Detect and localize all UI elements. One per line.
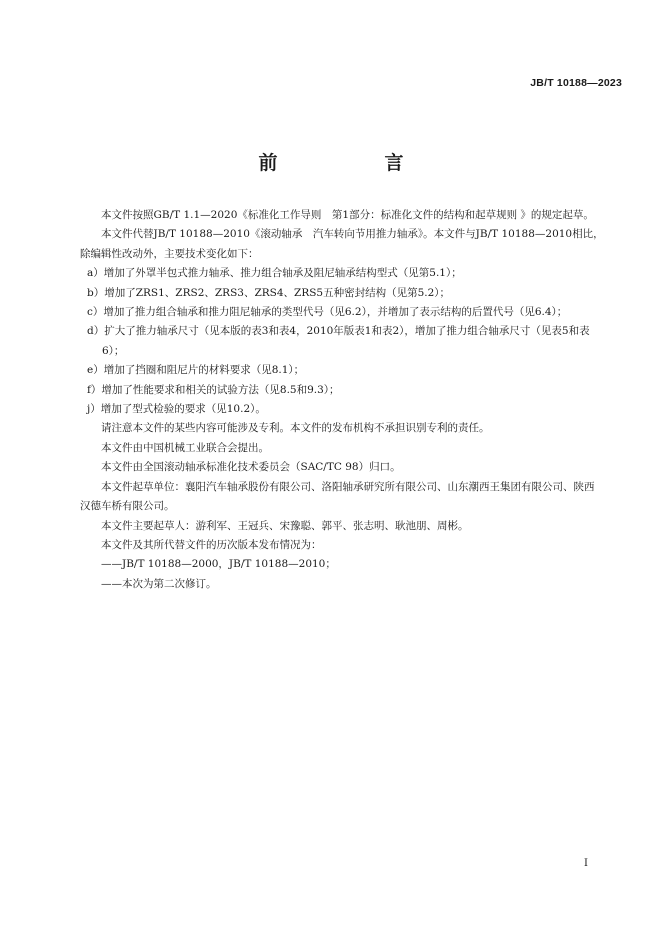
- standard-code: JB/T 10188—2023: [530, 77, 622, 89]
- document-body: [80, 206, 604, 594]
- page-number: I: [584, 858, 588, 869]
- paragraph-replacement: 本文件代替JB/T 10188—2010《滚动轴承 汽车转向节用推力轴承》。本文件与JB/T 10188—2010相比，除编辑性改动外，主要技术变化如下：: [80, 228, 604, 260]
- change-item-c: c）增加了推力组合轴承和推力阻尼轴承的类型代号（见6.2），并增加了表示结构的后置代号（见6.4）；: [87, 306, 568, 319]
- change-item-f: f）增加了性能要求和相关的试验方法（见8.5和9.3）；: [87, 383, 340, 396]
- paragraph-patent-notice: 请注意本文件的某些内容可能涉及专利。本文件的发布机构不承担识别专利的责任。: [101, 422, 490, 435]
- technical-changes-list: [80, 264, 604, 419]
- paragraph-drafting-basis: 本文件按照GB/T 1.1—2020《标准化工作导则 第1部分：标准化文件的结构和起草规则 》的规定起草。: [101, 209, 594, 221]
- paragraph-drafting-units: 本文件起草单位：襄阳汽车轴承股份有限公司、洛阳轴承研究所有限公司、山东潮西王集团有限公司、陕西汉德车桥有限公司。: [80, 480, 595, 513]
- version-history-item: ——本次为第二次修订。: [101, 577, 217, 590]
- change-item-j: j）增加了型式检验的要求（见10.2）。: [87, 403, 266, 416]
- change-item-a: a）增加了外罩半包式推力轴承、推力组合轴承及阻尼轴承结构型式（见第5.1）；: [87, 267, 462, 280]
- change-item-d: d）扩大了推力轴承尺寸（见本版的表3和表4，2010年版表1和表2），增加了推力组合轴承尺寸（见表5和表6）；: [87, 325, 590, 357]
- version-history-item: ——JB/T 10188—2000，JB/T 10188—2010；: [101, 558, 336, 571]
- page-title: 前 言: [258, 152, 448, 174]
- paragraph-version-history: 本文件及其所代替文件的历次版本发布情况为：: [101, 538, 322, 551]
- paragraph-committee: 本文件由全国滚动轴承标准化技术委员会（SAC/TC 98）归口。: [101, 461, 401, 474]
- change-item-b: b）增加了ZRS1、ZRS2、ZRS3、ZRS4、ZRS5五种密封结构（见第5.2）；: [87, 286, 451, 299]
- change-item-e: e）增加了挡圈和阻尼片的材料要求（见8.1）；: [87, 364, 305, 377]
- paragraph-proposer: 本文件由中国机械工业联合会提出。: [101, 441, 269, 454]
- paragraph-drafters: 本文件主要起草人：游利军、王冠兵、宋豫聪、郭平、张志明、耿池朋、周彬。: [101, 519, 469, 532]
